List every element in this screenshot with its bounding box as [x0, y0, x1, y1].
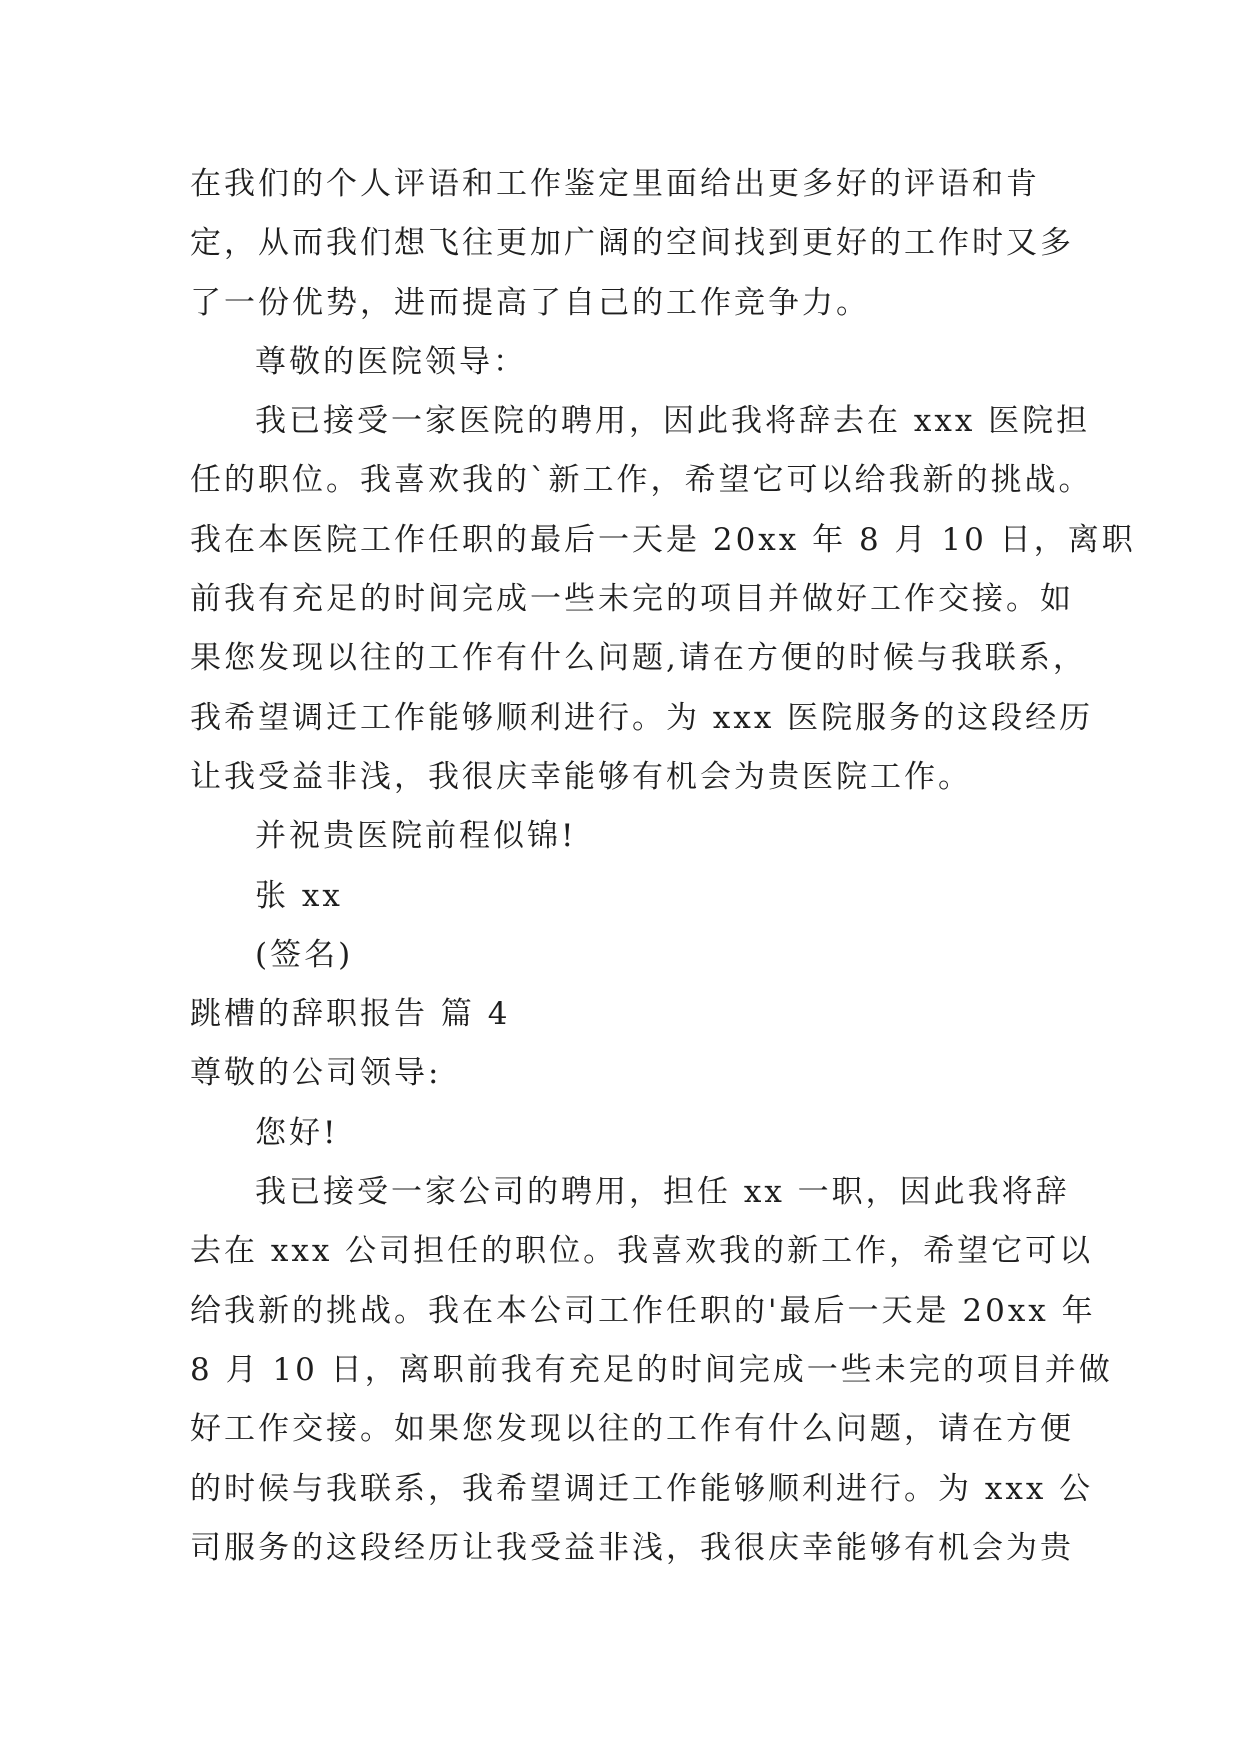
text-line: 定，从而我们想飞往更加广阔的空间找到更好的工作时又多 — [190, 225, 1074, 262]
signature-label: (签名) — [255, 936, 354, 973]
text-line: 我希望调迁工作能够顺利进行。为 xxx 医院服务的这段经历 — [190, 699, 1094, 736]
signature-name: 张 xx — [255, 877, 343, 914]
section-heading: 跳槽的辞职报告 篇 4 — [190, 996, 511, 1033]
text-line: 好工作交接。如果您发现以往的工作有什么问题，请在方便 — [190, 1411, 1074, 1448]
text-line: 8 月 10 日，离职前我有充足的时间完成一些未完的项目并做 — [190, 1351, 1113, 1388]
text-line: 给我新的挑战。我在本公司工作任职的'最后一天是 20xx 年 — [190, 1292, 1096, 1329]
text-line: 果您发现以往的工作有什么问题,请在方便的时候与我联系， — [190, 640, 1087, 677]
text-line: 任的职位。我喜欢我的`新工作，希望它可以给我新的挑战。 — [190, 462, 1093, 499]
text-line: 去在 xxx 公司担任的职位。我喜欢我的新工作，希望它可以 — [190, 1233, 1094, 1270]
text-line: 我已接受一家医院的聘用，因此我将辞去在 xxx 医院担 — [255, 403, 1091, 440]
text-line: 了一份优势，进而提高了自己的工作竞争力。 — [190, 284, 870, 321]
text-line: 我已接受一家公司的聘用，担任 xx 一职，因此我将辞 — [255, 1174, 1070, 1211]
text-line: 的时候与我联系，我希望调迁工作能够顺利进行。为 xxx 公 — [190, 1470, 1094, 1507]
closing-line: 并祝贵医院前程似锦! — [255, 818, 577, 855]
text-line: 司服务的这段经历让我受益非浅，我很庆幸能够有机会为贵 — [190, 1529, 1074, 1566]
text-line: 我在本医院工作任职的最后一天是 20xx 年 8 月 10 日，离职 — [190, 521, 1136, 558]
document-body — [190, 155, 1136, 1578]
text-line: 让我受益非浅，我很庆幸能够有机会为贵医院工作。 — [190, 758, 972, 795]
greeting: 您好! — [255, 1114, 339, 1151]
text-line: 前我有充足的时间完成一些未完的项目并做好工作交接。如 — [190, 581, 1074, 618]
salutation: 尊敬的公司领导: — [190, 1055, 442, 1092]
salutation: 尊敬的医院领导： — [255, 343, 527, 380]
text-line: 在我们的个人评语和工作鉴定里面给出更多好的评语和肯 — [190, 166, 1040, 202]
